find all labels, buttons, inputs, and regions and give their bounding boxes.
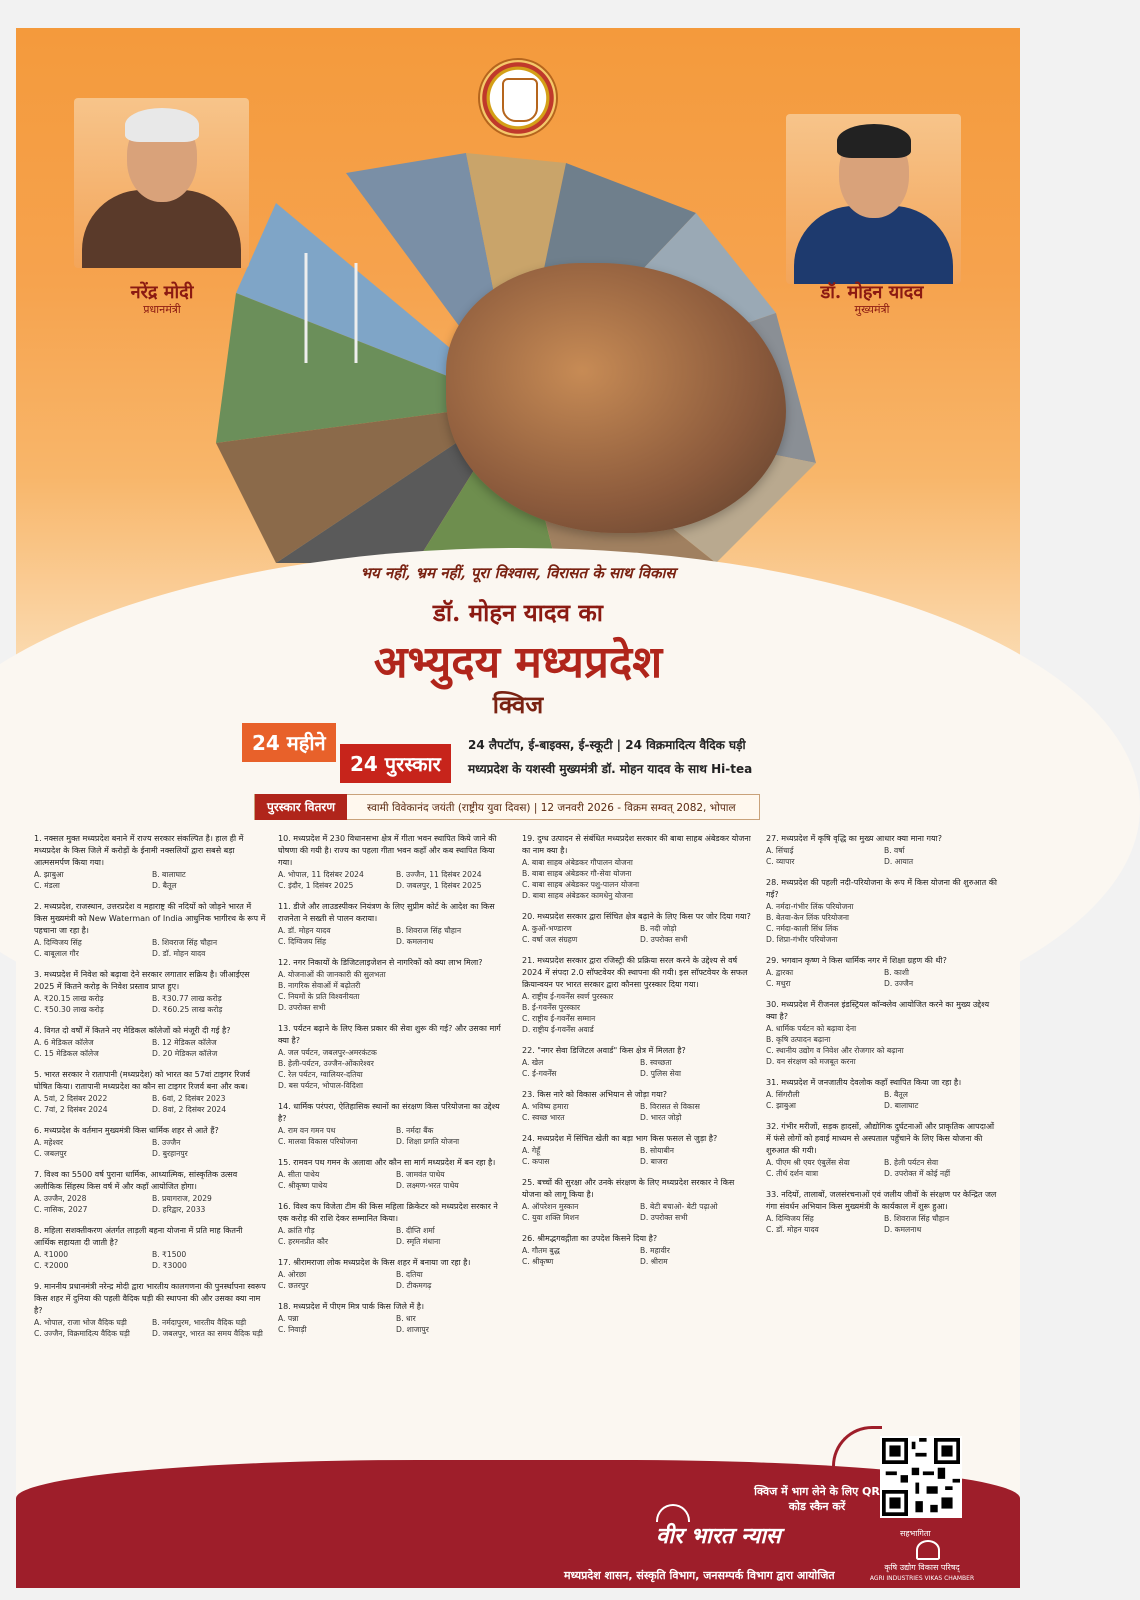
answer-option: A. धार्मिक पर्यटन को बढ़ावा देना — [766, 1024, 857, 1033]
answer-option — [908, 1034, 998, 1045]
answer-option: B. जामवंत पाथेय — [396, 1170, 445, 1179]
answer-option: B. नदी जोड़ो — [640, 924, 677, 933]
quiz-question — [522, 1233, 754, 1267]
answer-option: B. उज्जैन, 11 दिसंबर 2024 — [396, 870, 482, 879]
question-text: 8. महिला सशक्तीकरण अंतर्गत लाड़ली बहना योजना में प्रति माह कितनी आर्थिक सहायता दी जाती है? — [34, 1226, 243, 1247]
answer-option: A. ₹1000 — [34, 1250, 69, 1259]
cm-portrait — [786, 114, 961, 284]
answer-option: A. राम वन गमन पथ — [278, 1126, 336, 1135]
answer-option: B. काशी — [884, 968, 909, 977]
answer-option: C. श्रीकृष्ण — [522, 1257, 554, 1266]
answer-option: D. कमलनाथ — [884, 1225, 922, 1234]
answer-option: A. पीएम श्री एयर एंबुलेंस सेवा — [766, 1158, 850, 1167]
question-text: 11. डीजे और लाउडस्पीकर नियंत्रण के लिए सुप्रीम कोर्ट के आदेश का किस राजनेता ने सख्ती से पालन कराया। — [278, 902, 495, 923]
question-text: 17. श्रीरामराजा लोक मध्यप्रदेश के किस शहर में बनाया जा रहा है। — [278, 1258, 471, 1267]
answer-option: C. मथुरा — [766, 979, 791, 988]
quiz-question — [278, 1101, 510, 1147]
answer-option: D. डॉ. मोहन यादव — [152, 949, 206, 958]
distribution-bar — [254, 794, 760, 820]
answer-option: B. ₹1500 — [152, 1250, 187, 1259]
answer-options — [34, 993, 266, 1015]
answer-options — [766, 1213, 998, 1235]
answer-options — [766, 1089, 998, 1111]
question-text: 18. मध्यप्रदेश में पीएम मित्र पार्क किस जिले में है। — [278, 1302, 425, 1311]
answer-option: B. दीप्ति शर्मा — [396, 1226, 435, 1235]
answer-option: A. ₹20.15 लाख करोड़ — [34, 994, 104, 1003]
answer-option: C. नर्मदा-काली सिंध लिंक — [766, 924, 839, 933]
answer-option: D. उपरोक्त में कोई नहीं — [884, 1169, 951, 1178]
answer-option: B. नर्मदापुरम, भारतीय वैदिक घड़ी — [152, 1318, 247, 1327]
answer-option: A. नर्मदा-गंभीर लिंक परियोजना — [766, 902, 854, 911]
answer-option: D. बस पर्यटन, भोपाल-विदिशा — [278, 1081, 363, 1090]
partner-name-en: AGRI INDUSTRIES VIKAS CHAMBER — [869, 1575, 975, 1582]
answer-option: C. ई-गवर्नेंस — [522, 1069, 557, 1078]
answer-option: C. इंदौर, 1 दिसंबर 2025 — [278, 881, 354, 890]
question-text: 26. श्रीमद्भगवद्गीता का उपदेश किसने दिया है? — [522, 1234, 658, 1243]
answer-option — [396, 1080, 510, 1091]
answer-option: C. ₹2000 — [34, 1261, 69, 1270]
partner-name-hi: कृषि उद्योग विकास परिषद् — [884, 1563, 960, 1572]
answer-option: D. बाजरा — [640, 1157, 668, 1166]
quiz-question — [34, 901, 266, 959]
answer-option: C. रेल पर्यटन, ग्वालियर-दतिया — [278, 1070, 363, 1079]
quiz-question — [34, 1281, 266, 1339]
answer-options — [766, 967, 998, 989]
distribution-text: स्वामी विवेकानंद जयंती (राष्ट्रीय युवा दिवस) | 12 जनवरी 2026 - विक्रम सम्वत् 2082, भोपाल — [367, 802, 736, 814]
answer-option — [640, 1024, 754, 1035]
mp-emblem-icon — [478, 58, 558, 138]
answer-options — [34, 1137, 266, 1159]
answer-option: B. नागरिक सेवाओं में बढ़ोतरी — [278, 981, 361, 990]
answer-options — [278, 1269, 510, 1291]
answer-option: C. श्रीकृष्ण पाथेय — [278, 1181, 328, 1190]
answer-option: A. बाबा साहब अंबेडकर गौपालन योजना — [522, 858, 633, 867]
partner-logo-icon — [916, 1540, 940, 1560]
answer-option: A. उज्जैन, 2028 — [34, 1194, 87, 1203]
answer-option: D. बुरहानपुर — [152, 1149, 188, 1158]
answer-option: C. डॉ. मोहन यादव — [766, 1225, 819, 1234]
answer-option: A. पन्ना — [278, 1314, 299, 1323]
answer-option: D. शाजापुर — [396, 1325, 429, 1334]
answer-options — [34, 1193, 266, 1215]
question-text: 25. बच्चों की सुरक्षा और उनके संरक्षण के लिए मध्यप्रदेश सरकार ने किस योजना को लागू किया है। — [522, 1178, 735, 1199]
answer-option: B. बेटी बचाओ- बेटी पढ़ाओ — [640, 1202, 718, 1211]
answer-option: C. व्यापार — [766, 857, 795, 866]
answer-option: A. ऑपरेशन मुस्कान — [522, 1202, 579, 1211]
answer-option — [908, 1045, 998, 1056]
answer-option: C. बाबूलाल गौर — [34, 949, 79, 958]
answer-option: B. हेली पर्यटन सेवा — [884, 1158, 939, 1167]
answer-option: C. स्थानीय उद्योग व निवेश और रोजगार को बढ़ाना — [766, 1046, 904, 1055]
answer-option: D. 20 मेडिकल कॉलेज — [152, 1049, 218, 1058]
answer-option: A. दिग्विजय सिंह — [766, 1214, 814, 1223]
question-text: 9. माननीय प्रधानमंत्री नरेन्द्र मोदी द्वारा भारतीय कालगणना की पुनर्स्थापना स्वरूप किस शहर में दुनिया की पहली वैदिक घड़ी की स्थापना की और उसका क्या नाम है? — [34, 1282, 266, 1315]
answer-option: B. हेली-पर्यटन, उज्जैन-ओंकारेश्वर — [278, 1059, 374, 1068]
answer-option: A. भोपाल, 11 दिसंबर 2024 — [278, 870, 364, 879]
answer-options — [522, 857, 754, 901]
answer-option: B. कृषि उत्पादन बढ़ाना — [766, 1035, 831, 1044]
answer-option: D. शिप्रा-गंभीर परियोजना — [766, 935, 838, 944]
answer-option: A. योजनाओं की जानकारी की सुलभता — [278, 970, 386, 979]
quiz-question — [278, 1157, 510, 1191]
answer-option: A. 5वां, 2 दिसंबर 2022 — [34, 1094, 108, 1103]
answer-options — [278, 869, 510, 891]
answer-options — [34, 1037, 266, 1059]
answer-option: B. बाबा साहब अंबेडकर गौ-सेवा योजना — [522, 869, 632, 878]
quiz-question — [522, 1089, 754, 1123]
question-text: 6. मध्यप्रदेश के वर्तमान मुख्यमंत्री किस धार्मिक शहर से आते हैं? — [34, 1126, 219, 1135]
answer-option: A. खेल — [522, 1058, 544, 1067]
answer-option — [396, 969, 510, 980]
answer-options — [766, 1157, 998, 1179]
quiz-poster — [16, 28, 1020, 1588]
answer-options — [522, 923, 754, 945]
quiz-question — [766, 877, 998, 945]
answer-option: B. शिवराज सिंह चौहान — [152, 938, 218, 947]
quiz-question — [34, 1169, 266, 1215]
question-text: 4. विगत दो वर्षों में कितने नए मेडिकल कॉलेजों को मंजूरी दी गई है? — [34, 1026, 231, 1035]
answer-option — [908, 1056, 998, 1067]
answer-option: D. कमलनाथ — [396, 937, 434, 946]
title-quiz: क्विज — [492, 690, 544, 719]
answer-option: D. उज्जैन — [884, 979, 914, 988]
answer-option: B. प्रयागराज, 2029 — [152, 1194, 212, 1203]
answer-option: D. उपरोक्त सभी — [640, 935, 688, 944]
answer-option: D. जबलपुर, 1 दिसंबर 2025 — [396, 881, 482, 890]
answer-option — [884, 912, 998, 923]
answer-option: B. दतिया — [396, 1270, 423, 1279]
answer-options — [522, 991, 754, 1035]
quiz-question — [522, 1133, 754, 1167]
answer-option: C. मंडला — [34, 881, 60, 890]
question-text: 28. मध्यप्रदेश की पहली नदी-परियोजना के रूप में किस योजना की शुरुआत की गई? — [766, 878, 997, 899]
answer-option: A. सिंगरौली — [766, 1090, 800, 1099]
quiz-question — [278, 1201, 510, 1247]
question-text: 3. मध्यप्रदेश में निवेश को बढ़ावा देने सरकार लगातार सक्रिय है। जीआईएस 2025 में कितने करोड़ के निवेश प्रस्ताव प्राप्त हुए। — [34, 970, 250, 991]
question-text: 30. मध्यप्रदेश में रीजनल इंडस्ट्रियल कॉन्क्लेव आयोजित करने का मुख्य उद्देश्य क्या है? — [766, 1000, 990, 1021]
quiz-question — [278, 833, 510, 891]
quiz-question — [278, 1301, 510, 1335]
question-column-2 — [278, 833, 510, 1345]
answer-option — [643, 879, 754, 890]
answer-options — [522, 1057, 754, 1079]
answer-option — [884, 934, 998, 945]
answer-option: D. स्मृति मंधाना — [396, 1237, 441, 1246]
answer-option — [396, 1002, 510, 1013]
answer-options — [278, 1125, 510, 1147]
answer-option: A. द्वारका — [766, 968, 794, 977]
months-badge: 24 महीने — [242, 723, 336, 762]
quiz-question — [766, 833, 998, 867]
quiz-question — [766, 999, 998, 1067]
answer-option: D. ₹3000 — [152, 1261, 187, 1270]
answer-options — [278, 1047, 510, 1091]
prizes-badge: 24 पुरस्कार — [340, 744, 451, 783]
question-text: 15. रामवन पथ गमन के अलावा और कौन सा मार्ग मध्यप्रदेश में बन रहा है। — [278, 1158, 496, 1167]
quiz-question — [522, 955, 754, 1035]
quiz-question — [522, 1177, 754, 1223]
cm-role: मुख्यमंत्री — [854, 303, 890, 316]
answer-option: D. 8वां, 2 दिसंबर 2024 — [152, 1105, 227, 1114]
quiz-question — [278, 1023, 510, 1091]
tagline: भय नहीं, भ्रम नहीं, पूरा विश्वास, विरासत के साथ विकास — [360, 564, 676, 582]
qr-code-icon — [882, 1438, 960, 1516]
answer-option: C. युवा शक्ति मिशन — [522, 1213, 579, 1222]
question-text: 5. भारत सरकार ने रातापानी (मध्यप्रदेश) को भारत का 57वां टाइगर रिजर्व घोषित किया। रातापानी मध्यप्रदेश का कौन सा टाइगर रिजर्व बना और कब। — [34, 1070, 250, 1091]
prize-description: 24 लैपटॉप, ई-बाइक्स, ई-स्कूटी | 24 विक्रमादित्य वैदिक घड़ी — [468, 738, 746, 752]
footer — [16, 1420, 1020, 1588]
answer-option: C. 7वां, 2 दिसंबर 2024 — [34, 1105, 108, 1114]
answer-options — [278, 969, 510, 1013]
answer-option — [643, 857, 754, 868]
answer-option: C. 15 मेडिकल कॉलेज — [34, 1049, 99, 1058]
answer-option: B. वर्षा — [884, 846, 905, 855]
answer-option: D. भारत जोड़ो — [640, 1113, 682, 1122]
answer-option: D. लक्ष्मण-भरत पाथेय — [396, 1181, 459, 1190]
answer-option: B. महावीर — [640, 1246, 670, 1255]
answer-options — [522, 1145, 754, 1167]
title-main: अभ्युदय मध्यप्रदेश — [373, 637, 663, 688]
quiz-question — [766, 1189, 998, 1235]
answer-option: B. 12 मेडिकल कॉलेज — [152, 1038, 217, 1047]
question-text: 2. मध्यप्रदेश, राजस्थान, उत्तरप्रदेश व महाराष्ट्र की नदियों को जोड़ने भारत में किस मुख्यमंत्री को New Waterman of India आधुनिक भागीरथ के रूप में पहचाना जा रहा है। — [34, 902, 266, 935]
partner-label: सहभागिता — [900, 1529, 931, 1538]
scan-instruction: क्विज में भाग लेने के लिए QR कोड स्कैन करें — [754, 1485, 880, 1513]
answer-options — [34, 937, 266, 959]
answer-option: C. झाबुआ — [766, 1101, 796, 1110]
answer-options — [34, 869, 266, 891]
answer-option: A. दिग्विजय सिंह — [34, 938, 82, 947]
answer-option: C. ₹50.30 लाख करोड़ — [34, 1005, 104, 1014]
answer-option: B. बेतवा-केन लिंक परियोजना — [766, 913, 850, 922]
question-column-4 — [766, 833, 998, 1245]
organizer-text: मध्यप्रदेश शासन, संस्कृति विभाग, जनसम्पर्क विभाग द्वारा आयोजित — [564, 1569, 835, 1582]
quiz-question — [766, 1121, 998, 1179]
question-text: 21. मध्यप्रदेश सरकार द्वारा रजिस्ट्री की प्रक्रिया सरल करने के उद्देश्य से वर्ष 2024 में संपदा 2.0 सॉफ्टवेयर की स्थापना की गयी। इस सॉफ्टवेयर के सफल क्रियान्वयन पर भारत सरकार द्वारा कौनसा पुरस्कार दिया गया। — [522, 956, 748, 989]
hero-banner — [16, 28, 1020, 719]
question-text: 32. गंभीर मरीजों, सड़क हादसों, औद्योगिक दुर्घटनाओं और प्राकृतिक आपदाओं में फंसे लोगों को हवाई माध्यम से अस्पताल पहुँचाने के लिए किस योजना की शुरुआत की गयी। — [766, 1122, 995, 1155]
answer-option: A. क्रांति गौड़ — [278, 1226, 315, 1235]
answer-option: B. उज्जैन — [152, 1138, 181, 1147]
question-text: 31. मध्यप्रदेश में जनजातीय देवलोक कहाँ स्थापित किया जा रहा है। — [766, 1078, 962, 1087]
development-collage — [216, 143, 816, 563]
answer-option: A. जल पर्यटन, जबलपुर-अमरकंटक — [278, 1048, 377, 1057]
answer-option: D. टीकमगढ़ — [396, 1281, 432, 1290]
question-text: 13. पर्यटन बढ़ाने के लिए किस प्रकार की सेवा शुरू की गई? और उसका मार्ग क्या है? — [278, 1024, 501, 1045]
question-text: 20. मध्यप्रदेश सरकार द्वारा सिंचित क्षेत्र बढ़ाने के लिए किस पर जोर दिया गया? — [522, 912, 751, 921]
partner-name — [862, 1562, 982, 1584]
answer-option — [640, 991, 754, 1002]
answer-option: C. मालवा विकास परियोजना — [278, 1137, 358, 1146]
answer-option: A. भोपाल, राजा भोज वैदिक घड़ी — [34, 1318, 127, 1327]
answer-option: C. वर्षा जल संग्रहण — [522, 935, 578, 944]
distribution-label: पुरस्कार वितरण — [255, 794, 347, 820]
answer-options — [522, 1245, 754, 1267]
answer-option — [396, 1047, 510, 1058]
quiz-question — [766, 955, 998, 989]
question-text: 14. धार्मिक परंपरा, ऐतिहासिक स्थानों का संरक्षण किस परियोजना का उद्देश्य है? — [278, 1102, 500, 1123]
quiz-question — [278, 1257, 510, 1291]
answer-option: B. ₹30.77 लाख करोड़ — [152, 994, 222, 1003]
answer-option: D. बाबा साहब अंबेडकर कामधेनु योजना — [522, 891, 633, 900]
answer-option — [396, 991, 510, 1002]
answer-option: C. हरमनप्रीत कौर — [278, 1237, 328, 1246]
answer-option: A. गौतम बुद्ध — [522, 1246, 560, 1255]
answer-options — [278, 1169, 510, 1191]
answer-option: D. जबलपुर, भारत का समय वैदिक घड़ी — [152, 1329, 263, 1338]
answer-option: B. शिवराज सिंह चौहान — [396, 926, 462, 935]
answer-option: C. दिग्विजय सिंह — [278, 937, 327, 946]
answer-option — [396, 1069, 510, 1080]
quiz-question — [766, 1077, 998, 1111]
quiz-question — [34, 969, 266, 1015]
answer-option: A. 6 मेडिकल कॉलेज — [34, 1038, 94, 1047]
answer-options — [278, 1225, 510, 1247]
quiz-question — [34, 1225, 266, 1271]
answer-option: B. सोयाबीन — [640, 1146, 675, 1155]
answer-option: C. निवाड़ी — [278, 1325, 307, 1334]
answer-option: B. स्वच्छता — [640, 1058, 672, 1067]
answer-options — [766, 901, 998, 945]
answer-option: D. बैतूल — [152, 881, 177, 890]
pm-name: नरेंद्र मोदी — [130, 282, 194, 303]
answer-options — [522, 1201, 754, 1223]
answer-option: B. बालाघाट — [152, 870, 186, 879]
answer-option: D. उपरोक्त सभी — [640, 1213, 688, 1222]
answer-option: C. नासिक, 2027 — [34, 1205, 88, 1214]
answer-option: A. सिंचाई — [766, 846, 794, 855]
question-text: 23. किस नारे को विकास अभियान से जोड़ा गया? — [522, 1090, 668, 1099]
answer-option: A. गेहूँ — [522, 1146, 541, 1155]
answer-options — [278, 925, 510, 947]
answer-option: B. धार — [396, 1314, 416, 1323]
question-text: 12. नगर निकायों के डिजिटलाइजेशन से नागरिकों को क्या लाभ मिला? — [278, 958, 483, 967]
answer-option: C. बाबा साहब अंबेडकर पशु-पालन योजना — [522, 880, 640, 889]
quiz-question — [34, 1069, 266, 1115]
title-line1: डॉ. मोहन यादव का — [433, 598, 603, 627]
question-text: 24. मध्यप्रदेश में सिंचित खेती का बड़ा भाग किस फसल से जुड़ा है? — [522, 1134, 718, 1143]
answer-option: D. शिक्षा प्रगति योजना — [396, 1137, 460, 1146]
question-text: 16. विश्व कप विजेता टीम की किस महिला क्रिकेटर को मध्यप्रदेश सरकार ने एक करोड़ की राशि देकर सम्मानित किया। — [278, 1202, 498, 1223]
answer-option — [908, 1023, 998, 1034]
answer-option: D. बालाघाट — [884, 1101, 919, 1110]
answer-option: A. झाबुआ — [34, 870, 64, 879]
question-text: 27. मध्यप्रदेश में कृषि वृद्धि का मुख्य आधार क्या माना गया? — [766, 834, 942, 843]
answer-option: B. विरासत से विकास — [640, 1102, 700, 1111]
answer-options — [278, 1313, 510, 1335]
answer-option: B. बैतूल — [884, 1090, 908, 1099]
question-text: 10. मध्यप्रदेश में 230 विधानसभा क्षेत्र में गीता भवन स्थापित किये जाने की घोषणा की गयी है। राज्य का पहला गीता भवन कहाँ और कब स्थापित किया गया। — [278, 834, 497, 867]
answer-options — [522, 1101, 754, 1123]
answer-option: A. भविष्य हमारा — [522, 1102, 569, 1111]
answer-option: D. पुलिस सेवा — [640, 1069, 681, 1078]
question-column-1 — [34, 833, 266, 1349]
quiz-question — [278, 901, 510, 947]
answer-option: A. महेश्वर — [34, 1138, 64, 1147]
answer-options — [34, 1317, 266, 1339]
quiz-question — [34, 833, 266, 891]
quiz-question — [34, 1025, 266, 1059]
answer-options — [34, 1249, 266, 1271]
pm-portrait — [74, 98, 249, 268]
veer-bharat-logo: वीर भारत न्यास — [656, 1523, 781, 1549]
answer-options — [34, 1093, 266, 1115]
answer-option: C. कपास — [522, 1157, 550, 1166]
answer-option: C. स्वच्छ भारत — [522, 1113, 565, 1122]
answer-option: A. डॉ. मोहन यादव — [278, 926, 331, 935]
answer-option: D. आयात — [884, 857, 914, 866]
answer-option: A. ओरछा — [278, 1270, 307, 1279]
answer-option — [640, 1002, 754, 1013]
answer-option: C. राष्ट्रीय ई-गवर्नेंस सम्मान — [522, 1014, 596, 1023]
answer-options — [766, 845, 998, 867]
answer-option: D. राष्ट्रीय ई-गवर्नेंस अवार्ड — [522, 1025, 594, 1034]
answer-option: D. ₹60.25 लाख करोड़ — [152, 1005, 223, 1014]
quiz-question — [34, 1125, 266, 1159]
answer-option — [640, 1013, 754, 1024]
answer-option — [884, 923, 998, 934]
prize-hitea: मध्यप्रदेश के यशस्वी मुख्यमंत्री डॉ. मोहन यादव के साथ Hi-tea — [468, 762, 753, 776]
answer-option: A. कुओं-भण्डारण — [522, 924, 572, 933]
question-text: 33. नदियों, तालाबों, जलसंरचनाओं एवं जलीय जीवों के संरक्षण पर केन्द्रित जल गंगा संवर्धन अभियान किस मुख्यमंत्री के कार्यकाल में शुरू हुआ। — [766, 1190, 997, 1211]
answer-option — [643, 868, 754, 879]
question-column-3 — [522, 833, 754, 1277]
answer-option: B. ई-गवर्नेंस पुरस्कार — [522, 1003, 581, 1012]
answer-option: D. हरिद्वार, 2033 — [152, 1205, 206, 1214]
quiz-question — [522, 833, 754, 901]
pm-role: प्रधानमंत्री — [143, 303, 181, 316]
answer-option: C. नियमों के प्रति विश्वनीयता — [278, 992, 360, 1001]
question-text: 29. भगवान कृष्ण ने किस धार्मिक नगर में शिक्षा ग्रहण की थी? — [766, 956, 947, 965]
quiz-question — [278, 957, 510, 1013]
answer-option — [396, 1058, 510, 1069]
cm-name: डॉ. मोहन यादव — [820, 282, 924, 303]
answer-option: D. उपरोक्त सभी — [278, 1003, 326, 1012]
question-text: 1. नक्सल मुक्त मध्यप्रदेश बनाने में राज्य सरकार संकल्पित है। हाल ही में मध्यप्रदेश के किस जिले में करोड़ों के ईनामी नक्सलियों द्वारा सबसे बड़ा आत्मसमर्पण किया गया। — [34, 834, 244, 867]
answer-option: B. शिवराज सिंह चौहान — [884, 1214, 950, 1223]
answer-option — [396, 980, 510, 991]
quiz-question — [522, 1045, 754, 1079]
answer-option: B. नर्मदा बैंक — [396, 1126, 434, 1135]
answer-option: B. 6वां, 2 दिसंबर 2023 — [152, 1094, 226, 1103]
answer-option — [643, 890, 754, 901]
arrow-icon — [832, 1426, 882, 1466]
answer-option: A. सीता पाथेय — [278, 1170, 320, 1179]
answer-option: A. राष्ट्रीय ई-गवर्नेंस स्वर्ण पुरस्कार — [522, 992, 614, 1001]
answer-option: C. तीर्थ दर्शन यात्रा — [766, 1169, 819, 1178]
quiz-question — [522, 911, 754, 945]
answer-option: D. वन संरक्षण को मजबूत करना — [766, 1057, 856, 1066]
answer-option: C. छतरपुर — [278, 1281, 309, 1290]
question-text: 7. विश्व का 5500 वर्ष पुराना धार्मिक, आध्यात्मिक, सांस्कृतिक उत्सव अलौकिक सिंहस्थ किस वर्ष में और कहाँ आयोजित होगा। — [34, 1170, 238, 1191]
question-text: 22. "नगर सेवा डिजिटल अवार्ड" किस क्षेत्र में मिलता है? — [522, 1046, 686, 1055]
answer-option: D. श्रीराम — [640, 1257, 668, 1266]
answer-option: C. जबलपुर — [34, 1149, 67, 1158]
question-text: 19. दुग्ध उत्पादन से संबंधित मध्यप्रदेश सरकार की बाबा साहब अंबेडकर योजना का नाम क्या है। — [522, 834, 751, 855]
answer-option — [884, 901, 998, 912]
answer-option: C. उज्जैन, विक्रमादित्य वैदिक घड़ी — [34, 1329, 130, 1338]
qr-code[interactable] — [880, 1436, 962, 1518]
answer-options — [766, 1023, 998, 1067]
